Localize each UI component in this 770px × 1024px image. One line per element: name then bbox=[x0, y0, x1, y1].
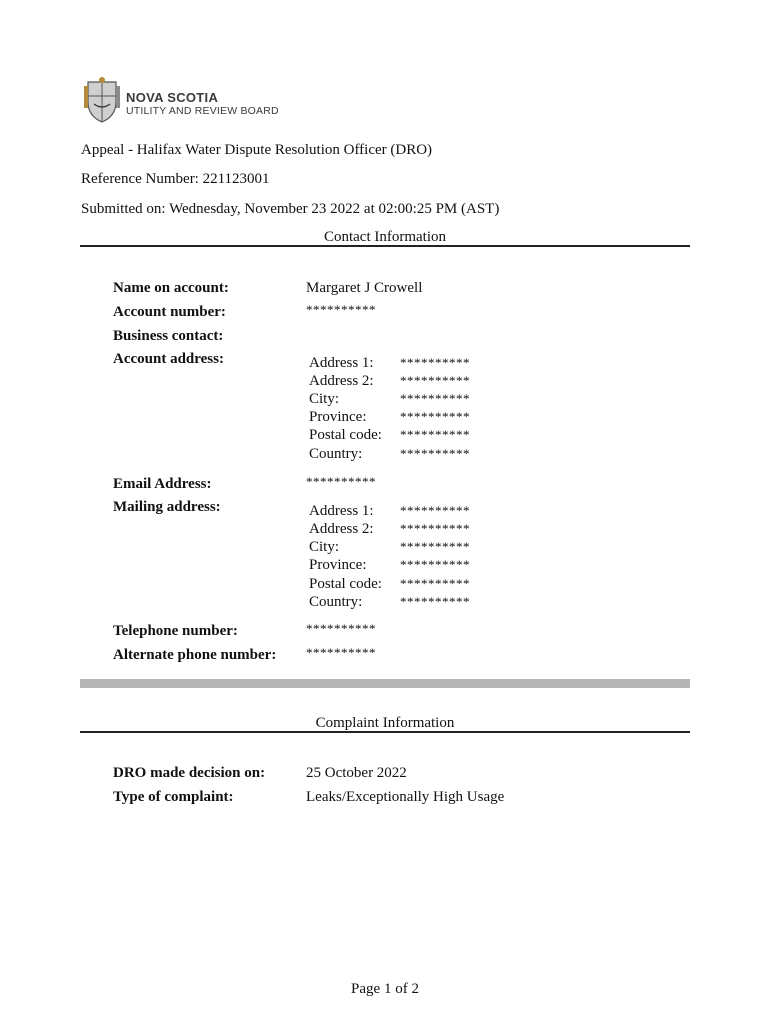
contact-section-title: Contact Information bbox=[323, 229, 447, 245]
email-value: ********** bbox=[306, 474, 376, 489]
mailing-value: ********** bbox=[400, 594, 470, 609]
address-value: ********** bbox=[400, 391, 470, 406]
address-value: ********** bbox=[400, 409, 470, 424]
address-value: ********** bbox=[400, 373, 470, 388]
name-value: Margaret J Crowell bbox=[306, 280, 423, 296]
mailing-key: Address 1: bbox=[309, 503, 374, 519]
name-label: Name on account: bbox=[113, 280, 229, 296]
org-name-line1: NOVA SCOTIA bbox=[126, 90, 219, 105]
section-separator-bar bbox=[80, 679, 690, 688]
nsurb-logo bbox=[82, 76, 282, 124]
document-title: Appeal - Halifax Water Dispute Resolution Officer (DRO) bbox=[81, 142, 433, 158]
address-key: City: bbox=[309, 391, 340, 407]
complaint-section-title: Complaint Information bbox=[315, 715, 455, 731]
mailing-value: ********** bbox=[400, 521, 470, 536]
address-key: Postal code: bbox=[309, 427, 382, 443]
contact-divider bbox=[80, 245, 690, 247]
complaint-type-label: Type of complaint: bbox=[113, 789, 234, 805]
mailing-value: ********** bbox=[400, 576, 470, 591]
address-key: Address 1: bbox=[309, 355, 374, 371]
address-key: Country: bbox=[309, 446, 363, 462]
address-value: ********** bbox=[400, 427, 470, 442]
reference-number: Reference Number: 221123001 bbox=[81, 171, 270, 187]
telephone-value: ********** bbox=[306, 621, 376, 636]
address-value: ********** bbox=[400, 355, 470, 370]
mailing-key: City: bbox=[309, 539, 340, 555]
mailing-value: ********** bbox=[400, 539, 470, 554]
address-key: Province: bbox=[309, 409, 367, 425]
mailing-key: Postal code: bbox=[309, 576, 382, 592]
account-address-label: Account address: bbox=[113, 351, 224, 367]
mailing-key: Province: bbox=[309, 557, 367, 573]
submitted-on: Submitted on: Wednesday, November 23 2022 at 02:00:25 PM (AST) bbox=[81, 201, 500, 217]
page-number: Page 1 of 2 bbox=[351, 981, 419, 997]
coat-of-arms-icon bbox=[82, 76, 122, 124]
address-value: ********** bbox=[400, 446, 470, 461]
address-key: Address 2: bbox=[309, 373, 374, 389]
complaint-divider bbox=[80, 731, 690, 733]
mailing-value: ********** bbox=[400, 503, 470, 518]
email-label: Email Address: bbox=[113, 476, 212, 492]
complaint-type-value: Leaks/Exceptionally High Usage bbox=[306, 789, 505, 805]
org-name-line2: UTILITY AND REVIEW BOARD bbox=[126, 105, 279, 117]
mailing-key: Country: bbox=[309, 594, 363, 610]
account-number-value: ********** bbox=[306, 302, 376, 317]
mailing-key: Address 2: bbox=[309, 521, 374, 537]
alternate-phone-label: Alternate phone number: bbox=[113, 647, 277, 663]
business-contact-label: Business contact: bbox=[113, 328, 224, 344]
telephone-label: Telephone number: bbox=[113, 623, 238, 639]
mailing-value: ********** bbox=[400, 557, 470, 572]
decision-date-value: 25 October 2022 bbox=[306, 765, 407, 781]
account-number-label: Account number: bbox=[113, 304, 226, 320]
alternate-phone-value: ********** bbox=[306, 645, 376, 660]
decision-date-label: DRO made decision on: bbox=[113, 765, 266, 781]
mailing-address-label: Mailing address: bbox=[113, 499, 221, 515]
